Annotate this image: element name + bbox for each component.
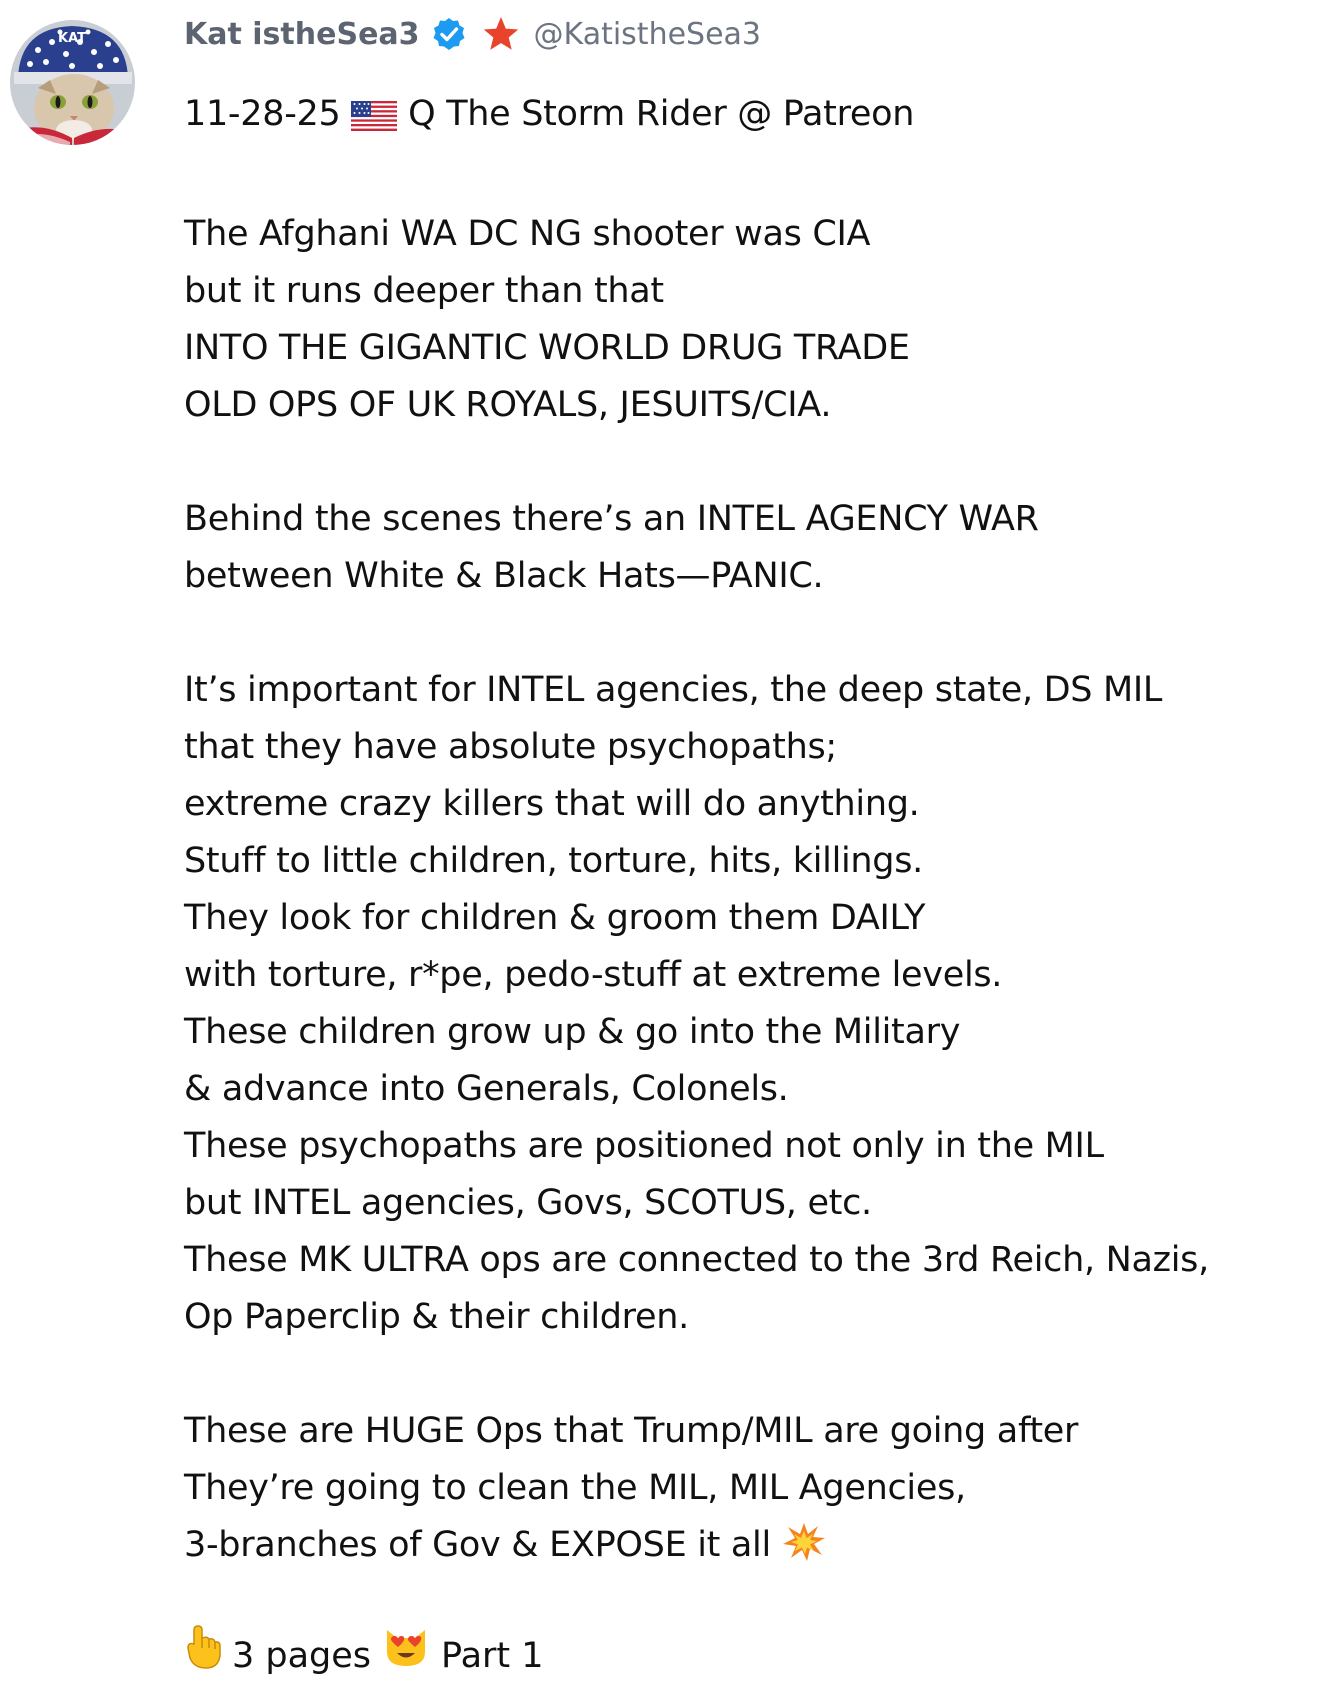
text-line: extreme crazy killers that will do anything.	[184, 784, 920, 824]
text-line: that they have absolute psychopaths;	[184, 727, 837, 767]
text-line: They’re going to clean the MIL, MIL Agencies,	[184, 1468, 966, 1508]
text-line: These psychopaths are positioned not only in the MIL	[184, 1126, 1104, 1166]
us-flag-icon	[351, 92, 397, 149]
avatar-hat-text: KAT	[58, 31, 86, 46]
text-line: Op Paperclip & their children.	[184, 1297, 689, 1337]
collision-icon	[782, 1522, 826, 1580]
text-line: 3-branches of Gov & EXPOSE it all	[184, 1525, 771, 1565]
heart-eyes-cat-icon	[383, 1626, 429, 1686]
footer-pages: 3 pages	[232, 1635, 372, 1676]
text-line: It’s important for INTEL agencies, the deep state, DS MIL	[184, 670, 1163, 710]
text-line: The Afghani WA DC NG shooter was CIA	[184, 214, 871, 254]
paragraph-4	[184, 1403, 1314, 1580]
text-line: & advance into Generals, Colonels.	[184, 1069, 789, 1109]
star-icon	[482, 15, 520, 53]
text-line: These children grow up & go into the Military	[184, 1012, 961, 1052]
paragraph-1	[184, 206, 1314, 434]
headline-date: 11-28-25	[184, 94, 341, 134]
footer-part: Part 1	[441, 1635, 544, 1676]
text-line: but it runs deeper than that	[184, 271, 664, 311]
text-line: between White & Black Hats—PANIC.	[184, 556, 824, 596]
verified-badge-icon	[432, 17, 466, 51]
text-line: OLD OPS OF UK ROYALS, JESUITS/CIA.	[184, 385, 832, 425]
paragraph-3	[184, 662, 1314, 1346]
avatar[interactable]	[10, 20, 135, 145]
post-header	[184, 12, 761, 56]
text-line: Stuff to little children, torture, hits, killings.	[184, 841, 923, 881]
text-line: but INTEL agencies, Govs, SCOTUS, etc.	[184, 1183, 872, 1223]
avatar-cat-image	[10, 20, 135, 145]
text-line: These MK ULTRA ops are connected to the 3rd Reich, Nazis,	[184, 1240, 1209, 1280]
post-footer	[184, 1624, 544, 1688]
pointing-down-hand-icon	[184, 1624, 224, 1688]
text-line: They look for children & groom them DAILY	[184, 898, 926, 938]
text-line: Behind the scenes there’s an INTEL AGENCY WAR	[184, 499, 1039, 539]
text-line: These are HUGE Ops that Trump/MIL are going after	[184, 1411, 1079, 1451]
handle[interactable]: @KatistheSea3	[533, 16, 762, 52]
display-name[interactable]: Kat istheSea3	[184, 16, 420, 52]
post-body	[184, 86, 1314, 1580]
headline	[184, 86, 1314, 149]
text-line-with-emoji	[184, 1517, 1314, 1580]
text-line: INTO THE GIGANTIC WORLD DRUG TRADE	[184, 328, 910, 368]
text-line: with torture, r*pe, pedo-stuff at extreme levels.	[184, 955, 1003, 995]
headline-title: Q The Storm Rider @ Patreon	[408, 94, 915, 134]
paragraph-2	[184, 491, 1314, 605]
